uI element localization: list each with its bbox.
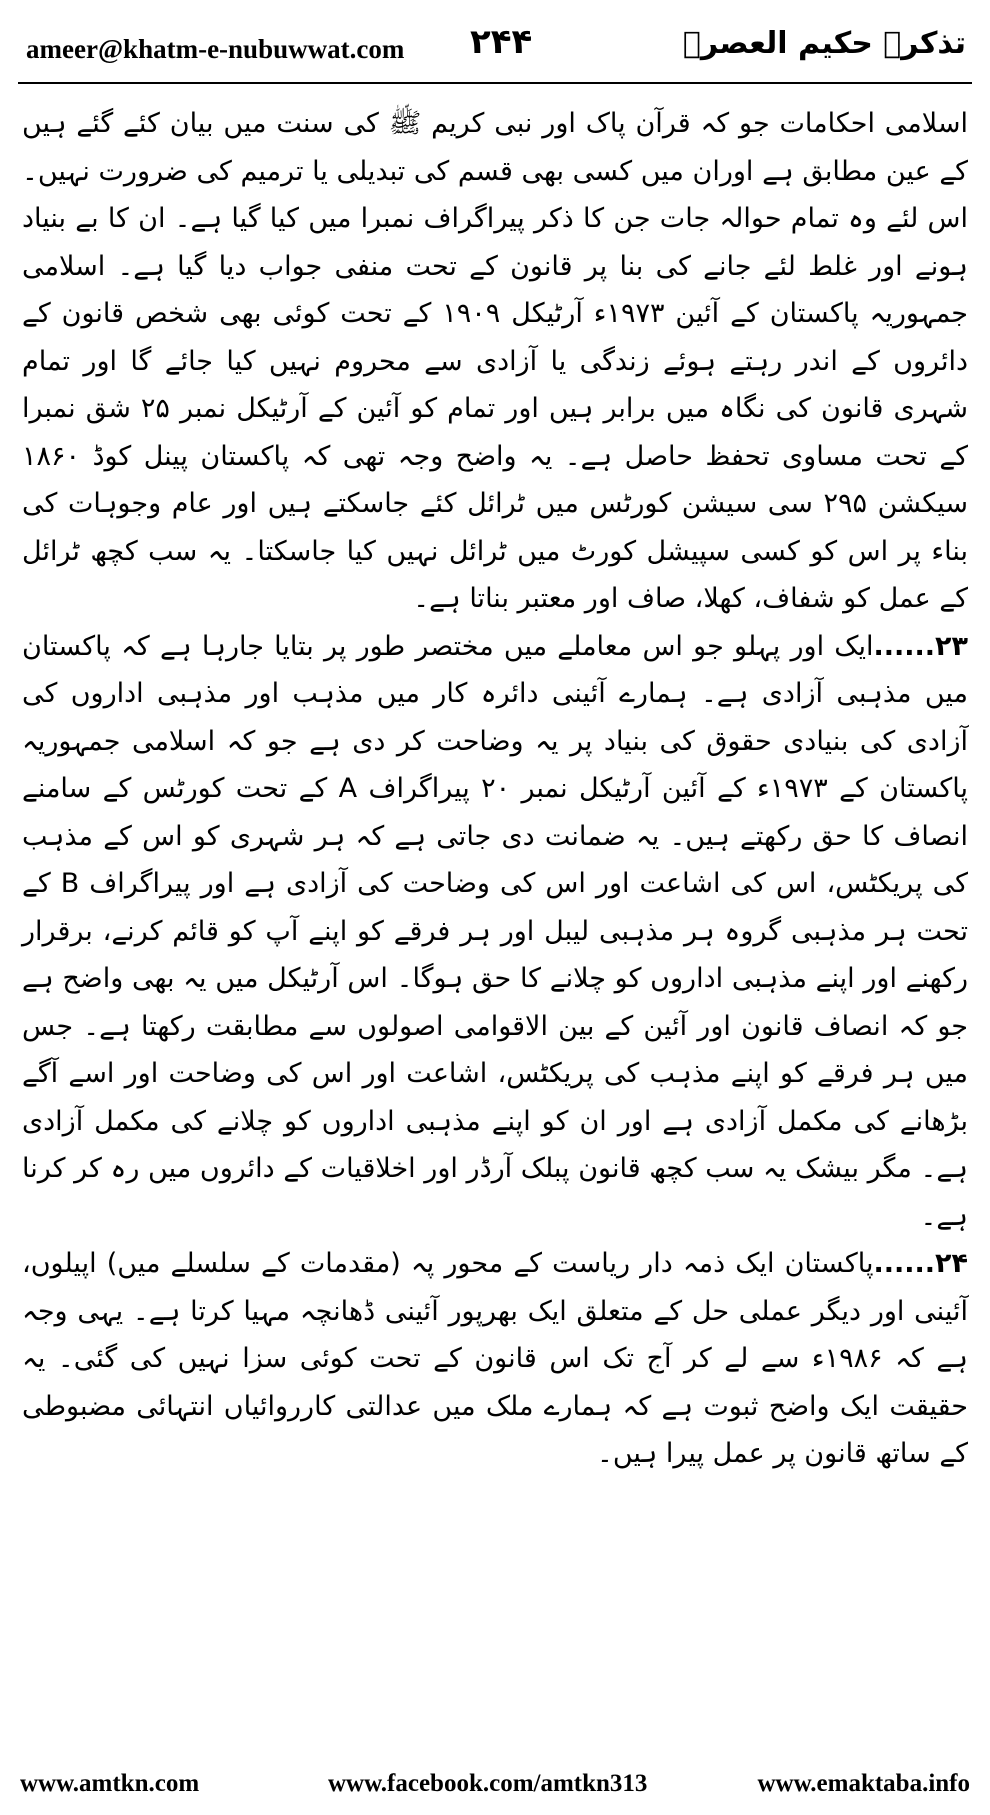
paragraph-1: اسلامی احکامات جو کہ قرآن پاک اور نبی کریم ﷺ کی سنت میں بیان کئے گئے ہیں کے عین مطابق ہے اوران میں کسی بھی قسم کی تبدیلی یا ترمیم کی ضرورت نہیں۔ اس لئے وہ تمام حوالہ جات جن کا ذکر پیراگراف نمبرا میں کیا گیا ہے۔ ان کا بے بنیاد ہونے اور غلط لئے جانے کی بنا پر قانون کے تحت منفی جواب دیا گیا ہے۔ اسلامی جمہوریہ پاکستان کے آئین ۱۹۷۳ء آرٹیکل ۱۹۰۹ کے تحت کوئی بھی شخص قانون کے دائروں کے اندر رہتے ہوئے زندگی یا آزادی سے محروم نہیں کیا جائے گا اور تمام شہری قانون کی نگاہ میں برابر ہیں اور تمام کو آئین کے آرٹیکل نمبر ۲۵ شق نمبرا کے تحت مساوی تحفظ حاصل ہے۔ یہ واضح وجہ تھی کہ پاکستان پینل کوڈ ۱۸۶۰ سیکشن ۲۹۵ سی سیشن کورٹس میں ٹرائل کئے جاسکتے ہیں اور عام وجوہات کی بناء پر اس کو کسی سپیشل کورٹ میں ٹرائل نہیں کیا جاسکتا۔ یہ سب کچھ ٹرائل کے عمل کو شفاف، کھلا، صاف اور معتبر بناتا ہے۔	[22, 108, 968, 614]
footer-link-amtkn: www.amtkn.com	[20, 1770, 200, 1797]
header-divider	[18, 82, 972, 84]
paragraph-2-number: ۲۳......	[873, 630, 968, 662]
page-footer	[18, 1770, 972, 1800]
footer-link-facebook: www.facebook.com/amtkn313	[328, 1770, 648, 1797]
page-body	[22, 100, 968, 1478]
paragraph-2-text: ایک اور پہلو جو اس معاملے میں مختصر طور پر بتایا جارہا ہے کہ پاکستان میں مذہبی آزادی ہے۔ ہمارے آئینی دائرہ کار میں مذہب اور مذہبی اداروں کی آزادی کی بنیادی حقوق کی بنیاد پر یہ وضاحت کر دی ہے جو کہ اسلامی جمہوریہ پاکستان کے ۱۹۷۳ء کے آئین آرٹیکل نمبر ۲۰ پیراگراف A کے تحت کورٹس کے سامنے انصاف کا حق رکھتے ہیں۔ یہ ضمانت دی جاتی ہے کہ ہر شہری کو اس کے مذہب کی پریکٹس، اس کی اشاعت اور اس کی وضاحت کی آزادی ہے اور پیراگراف B کے تحت ہر مذہبی گروہ ہر مذہبی لیبل اور ہر فرقے کو اپنے آپ کو قائم کرنے، برقرار رکھنے اور اپنے مذہبی اداروں کو چلانے کا حق ہوگا۔ اس آرٹیکل میں یہ بھی واضح ہے جو کہ انصاف قانون اور آئین کے بین الاقوامی اصولوں سے مطابقت رکھتا ہے۔ جس میں ہر فرقے کو اپنے مذہب کی پریکٹس، اشاعت اور اس کی وضاحت اور اسے آگے بڑھانے کی مکمل آزادی ہے اور ان کو اپنے مذہبی اداروں کو چلانے کی مکمل آزادی ہے۔ مگر بیشک یہ سب کچھ قانون پبلک آرڈر اور اخلاقیات کے دائروں میں رہ کر کرنا ہے۔	[22, 630, 968, 1232]
book-title: تذکرہ حکیم العصرؒ	[682, 26, 966, 61]
page-number: ۲۴۴	[470, 22, 533, 62]
paragraph-3	[22, 1240, 968, 1478]
page-header	[18, 22, 972, 80]
paragraph-3-text: پاکستان ایک ذمہ دار ریاست کے محور پہ (مقدمات کے سلسلے میں) اپیلوں، آئینی اور دیگر عملی حل کے متعلق ایک بھرپور آئینی ڈھانچہ مہیا کرتا ہے۔ یہی وجہ ہے کہ ۱۹۸۶ء سے لے کر آج تک اس قانون کے تحت کوئی سزا نہیں کی گئی۔ یہ حقیقت ایک واضح ثبوت ہے کہ ہمارے ملک میں عدالتی کارروائیاں انتہائی مضبوطی کے ساتھ قانون پر عمل پیرا ہیں۔	[22, 1248, 969, 1469]
footer-link-emaktaba: www.emaktaba.info	[757, 1770, 970, 1797]
paragraph-2	[22, 623, 968, 1241]
paragraph-3-number: ۲۴......	[873, 1248, 968, 1279]
header-email: ameer@khatm-e-nubuwwat.com	[26, 34, 405, 64]
